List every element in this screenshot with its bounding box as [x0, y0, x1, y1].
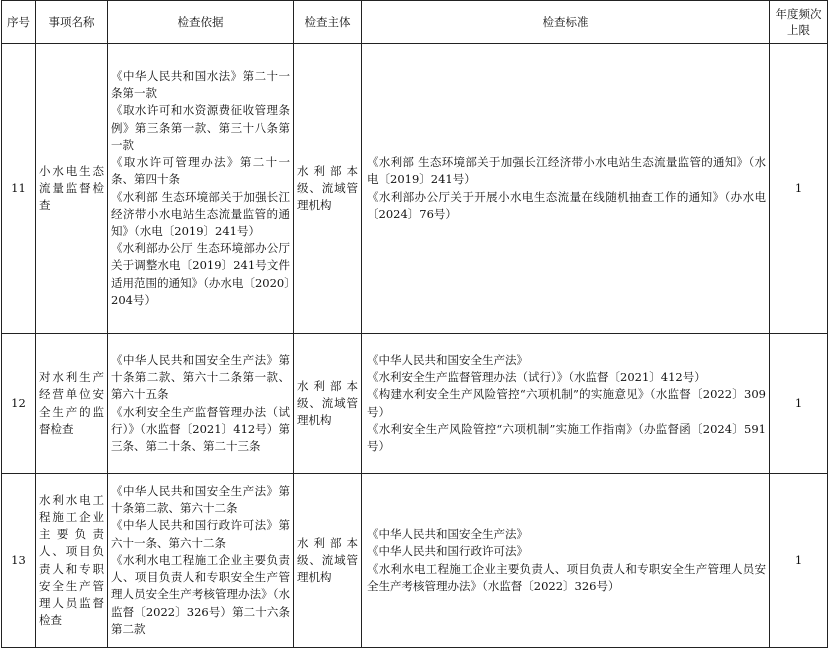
inspection-subject: 水利部本级、流域管理机构	[294, 334, 362, 474]
table-row	[2, 474, 828, 648]
header-standard: 检查标准	[362, 1, 770, 44]
table-row	[2, 44, 828, 334]
frequency-limit: 1	[770, 44, 828, 334]
inspection-table	[1, 0, 828, 648]
header-frequency: 年度频次上限	[770, 1, 828, 44]
basis-line: 《水利水电工程施工企业主要负责人、项目负责人和专职安全生产管理人员安全生产考核管理办法》（水监督〔2022〕326号）第二十六条第二款	[111, 552, 290, 636]
header-no: 序号	[2, 1, 36, 44]
standard-line: 《水利安全生产监督管理办法（试行）》（水监督〔2021〕412号）	[367, 370, 706, 385]
standard-line: 《构建水利安全生产风险管控“六项机制”的实施意见》（水监督〔2022〕309号）	[367, 387, 766, 419]
standard-line: 《水利水电工程施工企业主要负责人、项目负责人和专职安全生产管理人员安全生产考核管理办法》（水监督〔2022〕326号）	[367, 561, 766, 593]
basis-line: 《中华人民共和国安全生产法》第十条第二款、第六十二条第一款、第六十五条	[111, 352, 290, 402]
item-name: 小水电生态流量监督检查	[36, 44, 108, 334]
inspection-subject: 水利部本级、流域管理机构	[294, 44, 362, 334]
frequency-limit: 1	[770, 334, 828, 474]
standard-line: 《中华人民共和国安全生产法》	[367, 352, 528, 367]
inspection-basis	[108, 334, 294, 474]
item-name: 水利水电工程施工企业主要负责人、项目负责人和专职安全生产管理人员监督检查	[36, 474, 108, 648]
inspection-subject: 水利部本级、流域管理机构	[294, 474, 362, 648]
standard-line: 《水利部办公厅关于开展小水电生态流量在线随机抽查工作的通知》（办水电〔2024〕76号）	[367, 189, 766, 221]
header-name: 事项名称	[36, 1, 108, 44]
standard-line: 《中华人民共和国安全生产法》	[367, 527, 528, 542]
inspection-standard	[362, 474, 770, 648]
basis-line: 《水利安全生产监督管理办法（试行）》（水监督〔2021〕412号）第三条、第二十条、第二十三条	[111, 404, 290, 453]
row-number: 11	[2, 44, 36, 334]
basis-line: 《中华人民共和国行政许可法》第六十一条、第六十二条	[111, 518, 290, 550]
basis-line: 《中华人民共和国安全生产法》第十条第二款、第六十二条	[111, 484, 290, 516]
basis-line: 《中华人民共和国水法》第二十一条第一款	[111, 69, 290, 101]
inspection-standard	[362, 334, 770, 474]
standard-line: 《水利安全生产风险管控“六项机制”实施工作指南》（办监督函〔2024〕591号）	[367, 421, 766, 453]
item-name: 对水利生产经营单位安全生产的监督检查	[36, 334, 108, 474]
standard-line: 《水利部 生态环境部关于加强长江经济带小水电站生态流量监管的通知》（水电〔2019〕241号）	[367, 155, 766, 187]
inspection-basis	[108, 474, 294, 648]
row-number: 13	[2, 474, 36, 648]
basis-line: 《取水许可管理办法》第二十一条、第四十条	[111, 155, 290, 187]
frequency-limit: 1	[770, 474, 828, 648]
inspection-basis	[108, 44, 294, 334]
basis-line: 《水利部办公厅 生态环境部办公厅关于调整水电〔2019〕241号文件适用范围的通知》（办水电〔2020〕204号）	[111, 241, 290, 307]
table-row	[2, 334, 828, 474]
standard-line: 《中华人民共和国行政许可法》	[367, 544, 528, 559]
basis-line: 《水利部 生态环境部关于加强长江经济带小水电站生态流量监管的通知》（水电〔2019〕241号）	[111, 189, 290, 238]
inspection-standard	[362, 44, 770, 334]
header-basis: 检查依据	[108, 1, 294, 44]
header-row	[2, 1, 828, 44]
header-subject: 检查主体	[294, 1, 362, 44]
basis-line: 《取水许可和水资源费征收管理条例》第三条第一款、第三十八条第一款	[111, 103, 290, 152]
row-number: 12	[2, 334, 36, 474]
